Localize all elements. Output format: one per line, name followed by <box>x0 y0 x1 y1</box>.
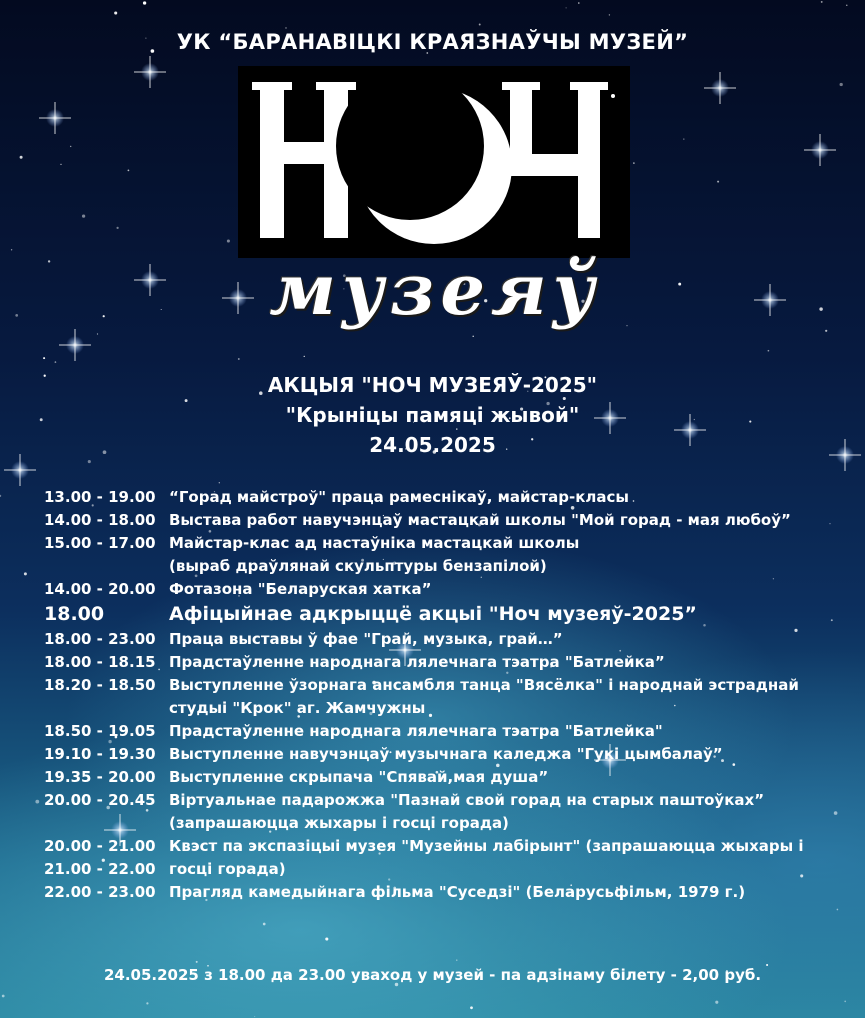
museum-name-header: УК “БАРАНАВІЦКІ КРАЯЗНАЎЧЫ МУЗЕЙ” <box>176 30 689 54</box>
star <box>472 336 473 337</box>
star <box>116 227 118 229</box>
star <box>128 170 130 172</box>
schedule-row <box>44 858 844 881</box>
bright-star <box>39 102 71 134</box>
bright-star <box>59 329 91 361</box>
star <box>821 1 823 3</box>
schedule-description: Прадстаўленне народнага лялечнага тэатра "Батлейка” <box>169 653 665 671</box>
museums-script-logo: музеяў <box>269 248 601 331</box>
schedule-time: 18.00 <box>44 603 105 625</box>
star <box>263 923 266 926</box>
schedule-time: 20.00 - 20.45 <box>44 791 156 809</box>
schedule-time: 13.00 - 19.00 <box>44 488 156 506</box>
star <box>161 309 162 310</box>
event-title: АКЦЫЯ "НОЧ МУЗЕЯЎ-2025" <box>267 373 598 397</box>
star <box>219 482 220 483</box>
star <box>844 1001 846 1003</box>
star <box>103 315 105 317</box>
star <box>837 909 839 911</box>
star <box>683 138 684 139</box>
schedule-description: Квэст па экспазіцыі музея "Музейны лабірынт" (запрашаюцца жыхары і <box>169 837 804 855</box>
schedule-row <box>44 628 844 651</box>
star <box>304 356 305 357</box>
schedule-description: Выступленне навучэнцаў музычнага каледжа "Гукі цымбалаў” <box>169 745 723 763</box>
schedule-description: Афіцыйнае адкрыццё акцыі "Ноч музеяў-2025” <box>169 603 697 625</box>
star <box>70 146 71 147</box>
schedule-row <box>44 532 844 555</box>
star <box>0 495 1 497</box>
event-titles <box>0 370 865 460</box>
bright-star <box>804 134 836 166</box>
schedule-time: 19.10 - 19.30 <box>44 745 156 763</box>
star <box>11 249 12 250</box>
schedule-description: Прагляд камедыйнага фільма "Суседзі" (Беларусьфільм, 1979 г.) <box>169 883 746 901</box>
star <box>238 358 240 360</box>
star <box>254 1016 255 1017</box>
event-date: 24.05.2025 <box>369 433 496 457</box>
star <box>768 350 770 352</box>
star <box>633 162 634 163</box>
star <box>846 5 847 6</box>
star <box>325 937 328 940</box>
star <box>35 800 39 804</box>
schedule-row <box>44 881 844 904</box>
bright-star <box>134 56 166 88</box>
schedule-description: Майстар-клас ад настаўніка мастацкай школы <box>169 534 580 552</box>
schedule-time: 14.00 - 20.00 <box>44 580 156 598</box>
schedule-description-continued: студыі "Крок" аг. Жамчужны <box>169 699 426 717</box>
star <box>285 27 286 28</box>
star <box>470 1006 473 1009</box>
schedule-row <box>44 743 844 766</box>
star <box>609 14 610 15</box>
schedule-description: госці горада) <box>169 860 286 878</box>
schedule-list <box>44 486 844 904</box>
star <box>146 1002 148 1004</box>
bright-star <box>222 282 254 314</box>
star <box>840 83 843 86</box>
star <box>143 1 146 4</box>
star <box>196 961 198 963</box>
schedule-description-continued: (запрашаюцца жыхары і госці горада) <box>169 814 509 832</box>
schedule-row <box>44 674 844 697</box>
schedule-description: Выстава работ навучэнцаў мастацкай школы "Мой горад - мая любоў” <box>169 511 791 529</box>
schedule-description-continued: (выраб драўлянай скульптуры бензапілой) <box>169 557 547 575</box>
schedule-row <box>44 578 844 601</box>
schedule-row <box>44 720 844 743</box>
star <box>114 11 117 14</box>
star <box>227 239 230 242</box>
star <box>479 24 481 26</box>
schedule-row <box>44 486 844 509</box>
star <box>2 995 5 998</box>
star <box>566 7 567 8</box>
schedule-row <box>44 509 844 532</box>
star <box>825 330 827 332</box>
star <box>82 214 85 217</box>
star <box>24 572 27 575</box>
schedule-row <box>44 766 844 789</box>
star <box>717 181 719 183</box>
star <box>819 307 822 310</box>
schedule-time: 20.00 - 21.00 <box>44 837 156 855</box>
bright-star <box>134 264 166 296</box>
star <box>20 156 23 159</box>
schedule-time: 19.35 - 20.00 <box>44 768 156 786</box>
schedule-row <box>44 601 844 628</box>
schedule-time: 18.00 - 18.15 <box>44 653 156 671</box>
night-logo <box>238 66 630 258</box>
bright-star <box>704 72 736 104</box>
star <box>15 314 18 317</box>
ticket-info-footer: 24.05.2025 з 18.00 да 23.00 уваход у музей - па адзінаму білету - 2,00 руб. <box>103 966 762 984</box>
star <box>97 333 98 334</box>
schedule-time: 18.20 - 18.50 <box>44 676 156 694</box>
star <box>88 460 91 463</box>
schedule-row <box>44 651 844 674</box>
schedule-time: 18.00 - 23.00 <box>44 630 156 648</box>
schedule-description: Праца выставы ў фае "Грай, музыка, грай…” <box>169 630 563 648</box>
event-subtitle: "Крыніцы памяці жывой" <box>285 403 580 427</box>
star <box>678 283 681 286</box>
star <box>626 325 627 326</box>
schedule-description: Выступленне скрыпача "Спявай,мая душа” <box>169 768 549 786</box>
schedule-time: 18.50 - 19.05 <box>44 722 156 740</box>
bright-star <box>754 284 786 316</box>
schedule-time: 15.00 - 17.00 <box>44 534 156 552</box>
schedule-time: 14.00 - 18.00 <box>44 511 156 529</box>
star <box>48 260 50 262</box>
star <box>578 2 580 4</box>
star <box>715 1001 718 1004</box>
schedule-time: 22.00 - 23.00 <box>44 883 156 901</box>
schedule-description: “Горад майстроў" праца рамеснікаў, майстар-класы <box>169 488 629 506</box>
night-logo-graphic <box>238 66 630 258</box>
schedule-row <box>44 835 844 858</box>
star <box>456 959 457 960</box>
star <box>60 164 61 165</box>
schedule-description: Прадстаўленне народнага лялечнага тэатра "Батлейка" <box>169 722 663 740</box>
schedule-description: Фотазона "Беларуская хатка” <box>169 580 432 598</box>
schedule-time: 21.00 - 22.00 <box>44 860 156 878</box>
star <box>43 357 45 359</box>
star <box>55 361 57 363</box>
schedule-row <box>44 789 844 812</box>
schedule-description: Віртуальнае падарожжа "Пазнай свой горад на старых паштоўках” <box>169 791 765 809</box>
schedule-description: Выступленне ўзорнага ансамбля танца "Вясёлка" і народнай эстраднай <box>169 676 799 694</box>
